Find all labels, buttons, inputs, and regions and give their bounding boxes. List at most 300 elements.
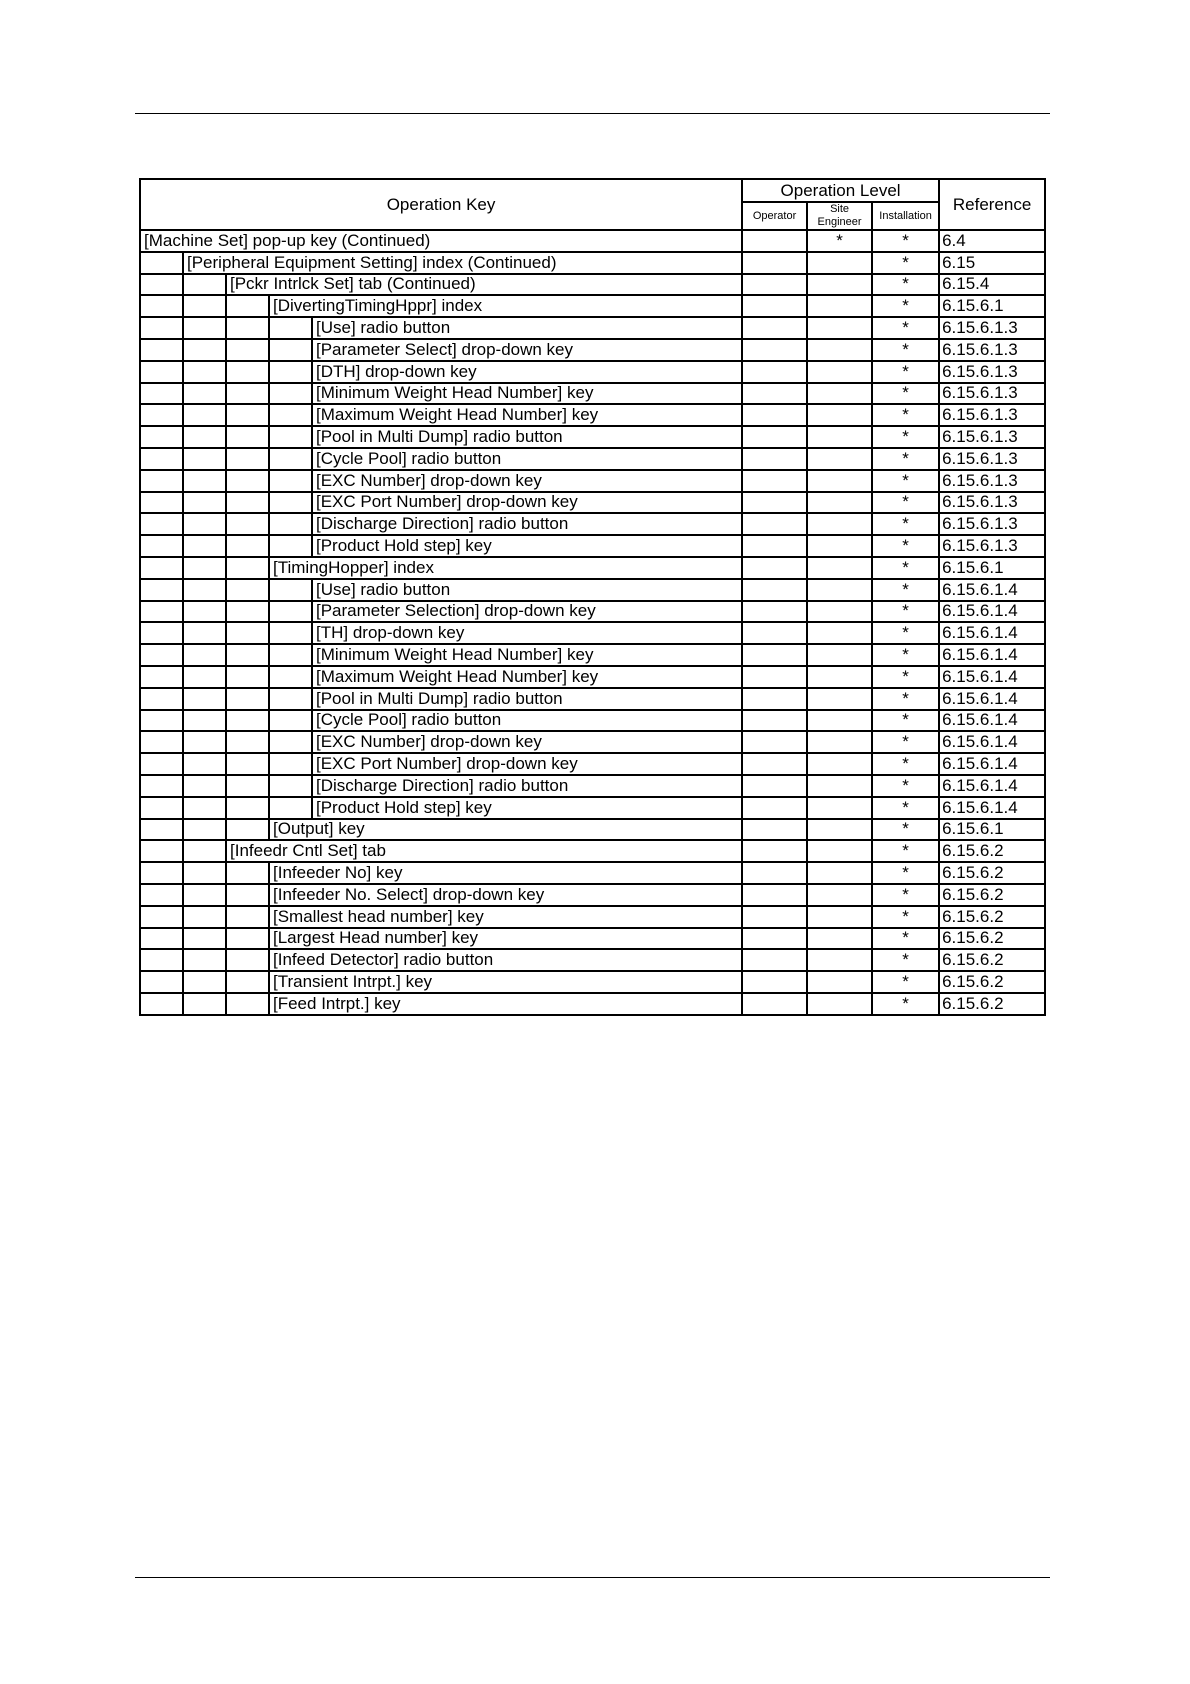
operation-key-label: [Discharge Direction] radio button	[312, 513, 742, 535]
table-row	[140, 513, 1045, 535]
indent-cell	[140, 426, 183, 448]
installation-level-cell: *	[872, 710, 939, 732]
operation-key-label: [Parameter Select] drop-down key	[312, 339, 742, 361]
table-row	[140, 295, 1045, 317]
indent-cell	[183, 775, 226, 797]
table-row	[140, 252, 1045, 274]
indent-cell	[183, 622, 226, 644]
reference-cell: 6.15.6.2	[939, 884, 1045, 906]
table-row	[140, 884, 1045, 906]
indent-cell	[269, 317, 312, 339]
indent-cell	[140, 840, 183, 862]
table-row	[140, 361, 1045, 383]
site-engineer-level-cell	[807, 775, 872, 797]
indent-cell	[140, 993, 183, 1015]
table-row	[140, 949, 1045, 971]
indent-cell	[226, 513, 269, 535]
installation-level-cell: *	[872, 339, 939, 361]
operation-level-header: Operation Level	[742, 179, 939, 202]
operation-key-label: [DTH] drop-down key	[312, 361, 742, 383]
indent-cell	[140, 404, 183, 426]
installation-level-cell: *	[872, 252, 939, 274]
site-engineer-level-cell	[807, 339, 872, 361]
operation-key-table	[139, 178, 1046, 1016]
operator-level-cell	[742, 230, 807, 252]
site-engineer-level-cell	[807, 448, 872, 470]
site-engineer-level-cell	[807, 535, 872, 557]
operator-level-cell	[742, 513, 807, 535]
site-engineer-level-cell	[807, 840, 872, 862]
operator-level-cell	[742, 404, 807, 426]
installation-level-cell: *	[872, 557, 939, 579]
indent-cell	[269, 339, 312, 361]
table-row	[140, 644, 1045, 666]
site-engineer-level-cell	[807, 731, 872, 753]
table-row	[140, 862, 1045, 884]
site-engineer-level-cell	[807, 622, 872, 644]
site-engineer-level-cell	[807, 295, 872, 317]
reference-cell: 6.15.6.2	[939, 840, 1045, 862]
reference-cell: 6.15.6.2	[939, 971, 1045, 993]
indent-cell	[226, 775, 269, 797]
site-engineer-level-cell	[807, 884, 872, 906]
reference-cell: 6.15.6.2	[939, 862, 1045, 884]
operator-level-cell	[742, 884, 807, 906]
indent-cell	[226, 666, 269, 688]
indent-cell	[183, 448, 226, 470]
operator-header: Operator	[742, 202, 807, 230]
indent-cell	[226, 426, 269, 448]
operator-level-cell	[742, 819, 807, 841]
operator-level-cell	[742, 383, 807, 405]
indent-cell	[140, 252, 183, 274]
indent-cell	[183, 317, 226, 339]
indent-cell	[140, 513, 183, 535]
installation-level-cell: *	[872, 579, 939, 601]
indent-cell	[183, 579, 226, 601]
operation-key-header: Operation Key	[140, 179, 742, 230]
table-row	[140, 797, 1045, 819]
reference-cell: 6.15.6.1.3	[939, 513, 1045, 535]
indent-cell	[140, 710, 183, 732]
reference-cell: 6.15.6.1.3	[939, 426, 1045, 448]
reference-cell: 6.4	[939, 230, 1045, 252]
indent-cell	[183, 731, 226, 753]
site-engineer-level-cell	[807, 928, 872, 950]
operator-level-cell	[742, 753, 807, 775]
installation-level-cell: *	[872, 993, 939, 1015]
table-row	[140, 383, 1045, 405]
installation-level-cell: *	[872, 840, 939, 862]
reference-cell: 6.15.6.1.4	[939, 579, 1045, 601]
operation-key-label: [Maximum Weight Head Number] key	[312, 666, 742, 688]
reference-cell: 6.15.6.1	[939, 819, 1045, 841]
reference-cell: 6.15.6.2	[939, 949, 1045, 971]
indent-cell	[183, 513, 226, 535]
indent-cell	[269, 688, 312, 710]
site-engineer-level-cell	[807, 666, 872, 688]
indent-cell	[226, 404, 269, 426]
site-engineer-level-cell	[807, 252, 872, 274]
reference-cell: 6.15.6.1.3	[939, 383, 1045, 405]
indent-cell	[140, 949, 183, 971]
indent-cell	[140, 295, 183, 317]
indent-cell	[269, 753, 312, 775]
operator-level-cell	[742, 775, 807, 797]
operator-level-cell	[742, 492, 807, 514]
indent-cell	[226, 862, 269, 884]
installation-level-cell: *	[872, 949, 939, 971]
operator-level-cell	[742, 666, 807, 688]
operator-level-cell	[742, 644, 807, 666]
indent-cell	[226, 448, 269, 470]
indent-cell	[183, 557, 226, 579]
indent-cell	[226, 688, 269, 710]
operation-key-label: [Transient Intrpt.] key	[269, 971, 742, 993]
indent-cell	[140, 775, 183, 797]
site-engineer-level-cell	[807, 644, 872, 666]
indent-cell	[226, 557, 269, 579]
table-row	[140, 404, 1045, 426]
indent-cell	[183, 535, 226, 557]
installation-level-cell: *	[872, 274, 939, 296]
installation-level-cell: *	[872, 622, 939, 644]
site-engineer-level-cell	[807, 513, 872, 535]
operation-key-label: [Infeed Detector] radio button	[269, 949, 742, 971]
indent-cell	[140, 274, 183, 296]
table-row	[140, 492, 1045, 514]
table-row	[140, 535, 1045, 557]
operation-key-label: [TH] drop-down key	[312, 622, 742, 644]
indent-cell	[183, 710, 226, 732]
operator-level-cell	[742, 688, 807, 710]
indent-cell	[140, 383, 183, 405]
installation-level-cell: *	[872, 862, 939, 884]
operation-key-label: [DivertingTimingHppr] index	[269, 295, 742, 317]
operator-level-cell	[742, 622, 807, 644]
installation-level-cell: *	[872, 230, 939, 252]
operator-level-cell	[742, 470, 807, 492]
site-engineer-level-cell	[807, 317, 872, 339]
indent-cell	[183, 840, 226, 862]
installation-level-cell: *	[872, 819, 939, 841]
operator-level-cell	[742, 928, 807, 950]
indent-cell	[226, 535, 269, 557]
reference-cell: 6.15.6.1.3	[939, 492, 1045, 514]
site-engineer-level-cell	[807, 797, 872, 819]
indent-cell	[183, 383, 226, 405]
table-row	[140, 470, 1045, 492]
operation-key-label: [Pool in Multi Dump] radio button	[312, 688, 742, 710]
indent-cell	[140, 492, 183, 514]
reference-cell: 6.15.6.1.3	[939, 404, 1045, 426]
indent-cell	[269, 492, 312, 514]
indent-cell	[140, 797, 183, 819]
indent-cell	[226, 819, 269, 841]
indent-cell	[269, 361, 312, 383]
table-row	[140, 230, 1045, 252]
indent-cell	[183, 862, 226, 884]
site-engineer-level-cell	[807, 361, 872, 383]
operation-key-label: [Infeeder No] key	[269, 862, 742, 884]
operator-level-cell	[742, 949, 807, 971]
indent-cell	[140, 601, 183, 623]
operator-level-cell	[742, 317, 807, 339]
indent-cell	[269, 470, 312, 492]
indent-cell	[183, 688, 226, 710]
indent-cell	[269, 383, 312, 405]
table-row	[140, 906, 1045, 928]
installation-level-cell: *	[872, 361, 939, 383]
operator-level-cell	[742, 601, 807, 623]
indent-cell	[140, 688, 183, 710]
operation-key-label: [Cycle Pool] radio button	[312, 448, 742, 470]
reference-cell: 6.15.6.1	[939, 295, 1045, 317]
table-row	[140, 317, 1045, 339]
indent-cell	[140, 361, 183, 383]
reference-cell: 6.15.6.1.3	[939, 448, 1045, 470]
table-row	[140, 579, 1045, 601]
indent-cell	[269, 775, 312, 797]
site-engineer-level-cell	[807, 993, 872, 1015]
indent-cell	[140, 731, 183, 753]
operator-level-cell	[742, 361, 807, 383]
indent-cell	[140, 579, 183, 601]
indent-cell	[269, 535, 312, 557]
installation-level-cell: *	[872, 797, 939, 819]
indent-cell	[226, 383, 269, 405]
reference-cell: 6.15.6.1.4	[939, 622, 1045, 644]
operation-key-label: [EXC Number] drop-down key	[312, 470, 742, 492]
indent-cell	[269, 513, 312, 535]
indent-cell	[183, 492, 226, 514]
site-engineer-level-cell	[807, 579, 872, 601]
operation-key-label: [Peripheral Equipment Setting] index (Continued)	[183, 252, 742, 274]
installation-level-cell: *	[872, 688, 939, 710]
operator-level-cell	[742, 579, 807, 601]
indent-cell	[140, 448, 183, 470]
site-engineer-level-cell	[807, 492, 872, 514]
operation-key-label: [TimingHopper] index	[269, 557, 742, 579]
installation-level-cell: *	[872, 426, 939, 448]
indent-cell	[183, 339, 226, 361]
installation-level-cell: *	[872, 666, 939, 688]
installation-level-cell: *	[872, 492, 939, 514]
reference-cell: 6.15.6.1.4	[939, 753, 1045, 775]
indent-cell	[269, 797, 312, 819]
indent-cell	[226, 731, 269, 753]
installation-level-cell: *	[872, 884, 939, 906]
site-engineer-level-cell	[807, 971, 872, 993]
indent-cell	[269, 601, 312, 623]
site-engineer-level-cell	[807, 710, 872, 732]
installation-level-cell: *	[872, 906, 939, 928]
site-engineer-level-cell	[807, 470, 872, 492]
operation-key-label: [Use] radio button	[312, 317, 742, 339]
operation-key-label: [Smallest head number] key	[269, 906, 742, 928]
table-row	[140, 688, 1045, 710]
operator-level-cell	[742, 557, 807, 579]
table-row	[140, 557, 1045, 579]
operation-key-label: [Pckr Intrlck Set] tab (Continued)	[226, 274, 742, 296]
operation-key-rows	[140, 230, 1045, 1015]
site-engineer-level-cell	[807, 819, 872, 841]
reference-cell: 6.15.6.2	[939, 993, 1045, 1015]
indent-cell	[183, 949, 226, 971]
indent-cell	[269, 710, 312, 732]
indent-cell	[269, 448, 312, 470]
operation-key-label: [Largest Head number] key	[269, 928, 742, 950]
indent-cell	[183, 601, 226, 623]
indent-cell	[183, 666, 226, 688]
installation-level-cell: *	[872, 317, 939, 339]
reference-cell: 6.15.6.1.3	[939, 339, 1045, 361]
indent-cell	[226, 622, 269, 644]
header-rule	[135, 113, 1050, 114]
table-row	[140, 426, 1045, 448]
indent-cell	[226, 601, 269, 623]
indent-cell	[226, 971, 269, 993]
indent-cell	[183, 906, 226, 928]
operation-key-label: [Pool in Multi Dump] radio button	[312, 426, 742, 448]
indent-cell	[140, 535, 183, 557]
indent-cell	[140, 971, 183, 993]
operator-level-cell	[742, 295, 807, 317]
reference-cell: 6.15.6.1.3	[939, 470, 1045, 492]
table-row	[140, 971, 1045, 993]
operator-level-cell	[742, 971, 807, 993]
table-row	[140, 339, 1045, 361]
table-row	[140, 666, 1045, 688]
indent-cell	[269, 731, 312, 753]
operation-key-label: [Use] radio button	[312, 579, 742, 601]
indent-cell	[140, 862, 183, 884]
indent-cell	[183, 274, 226, 296]
installation-level-cell: *	[872, 295, 939, 317]
operator-level-cell	[742, 274, 807, 296]
indent-cell	[226, 884, 269, 906]
indent-cell	[183, 993, 226, 1015]
indent-cell	[226, 797, 269, 819]
indent-cell	[140, 470, 183, 492]
operator-level-cell	[742, 840, 807, 862]
indent-cell	[226, 710, 269, 732]
operation-key-label: [Product Hold step] key	[312, 535, 742, 557]
reference-cell: 6.15.6.1.4	[939, 601, 1045, 623]
indent-cell	[140, 644, 183, 666]
operator-level-cell	[742, 448, 807, 470]
table-row	[140, 753, 1045, 775]
operator-level-cell	[742, 862, 807, 884]
indent-cell	[226, 906, 269, 928]
operation-key-label: [EXC Port Number] drop-down key	[312, 753, 742, 775]
operation-key-label: [Infeedr Cntl Set] tab	[226, 840, 742, 862]
site-engineer-level-cell	[807, 753, 872, 775]
indent-cell	[269, 622, 312, 644]
table-row	[140, 928, 1045, 950]
indent-cell	[140, 906, 183, 928]
installation-level-cell: *	[872, 644, 939, 666]
indent-cell	[226, 579, 269, 601]
operation-key-label: [Parameter Selection] drop-down key	[312, 601, 742, 623]
operator-level-cell	[742, 252, 807, 274]
site-engineer-header: Site Engineer	[807, 202, 872, 230]
indent-cell	[183, 819, 226, 841]
site-engineer-level-cell	[807, 862, 872, 884]
indent-cell	[183, 295, 226, 317]
operation-key-label: [Maximum Weight Head Number] key	[312, 404, 742, 426]
operation-key-label: [EXC Port Number] drop-down key	[312, 492, 742, 514]
installation-level-cell: *	[872, 753, 939, 775]
indent-cell	[140, 339, 183, 361]
indent-cell	[226, 361, 269, 383]
indent-cell	[269, 404, 312, 426]
site-engineer-level-cell	[807, 601, 872, 623]
operator-level-cell	[742, 993, 807, 1015]
table-row	[140, 448, 1045, 470]
reference-cell: 6.15.6.1.4	[939, 666, 1045, 688]
table-row	[140, 775, 1045, 797]
indent-cell	[183, 470, 226, 492]
operation-key-label: [Minimum Weight Head Number] key	[312, 644, 742, 666]
reference-cell: 6.15.6.1.3	[939, 361, 1045, 383]
reference-cell: 6.15	[939, 252, 1045, 274]
site-engineer-level-cell	[807, 557, 872, 579]
operation-key-label: [Infeeder No. Select] drop-down key	[269, 884, 742, 906]
indent-cell	[140, 753, 183, 775]
site-engineer-level-cell: *	[807, 230, 872, 252]
reference-cell: 6.15.6.1	[939, 557, 1045, 579]
indent-cell	[183, 753, 226, 775]
indent-cell	[183, 884, 226, 906]
indent-cell	[226, 339, 269, 361]
table-row	[140, 622, 1045, 644]
footer-rule	[135, 1577, 1050, 1578]
operator-level-cell	[742, 906, 807, 928]
operation-key-label: [Cycle Pool] radio button	[312, 710, 742, 732]
site-engineer-level-cell	[807, 274, 872, 296]
reference-cell: 6.15.6.1.4	[939, 688, 1045, 710]
indent-cell	[226, 993, 269, 1015]
indent-cell	[140, 884, 183, 906]
indent-cell	[140, 622, 183, 644]
operator-level-cell	[742, 426, 807, 448]
operation-key-label: [Product Hold step] key	[312, 797, 742, 819]
indent-cell	[226, 317, 269, 339]
indent-cell	[269, 644, 312, 666]
indent-cell	[183, 797, 226, 819]
installation-level-cell: *	[872, 601, 939, 623]
installation-level-cell: *	[872, 928, 939, 950]
installation-level-cell: *	[872, 448, 939, 470]
indent-cell	[226, 753, 269, 775]
installation-level-cell: *	[872, 535, 939, 557]
reference-header: Reference	[939, 179, 1045, 230]
table-row	[140, 819, 1045, 841]
reference-cell: 6.15.6.1.4	[939, 710, 1045, 732]
indent-cell	[183, 644, 226, 666]
indent-cell	[140, 928, 183, 950]
reference-cell: 6.15.6.1.4	[939, 775, 1045, 797]
table-row	[140, 993, 1045, 1015]
reference-cell: 6.15.6.1.4	[939, 731, 1045, 753]
indent-cell	[226, 492, 269, 514]
indent-cell	[183, 361, 226, 383]
site-engineer-level-cell	[807, 906, 872, 928]
indent-cell	[226, 644, 269, 666]
operator-level-cell	[742, 710, 807, 732]
reference-cell: 6.15.6.1.4	[939, 797, 1045, 819]
